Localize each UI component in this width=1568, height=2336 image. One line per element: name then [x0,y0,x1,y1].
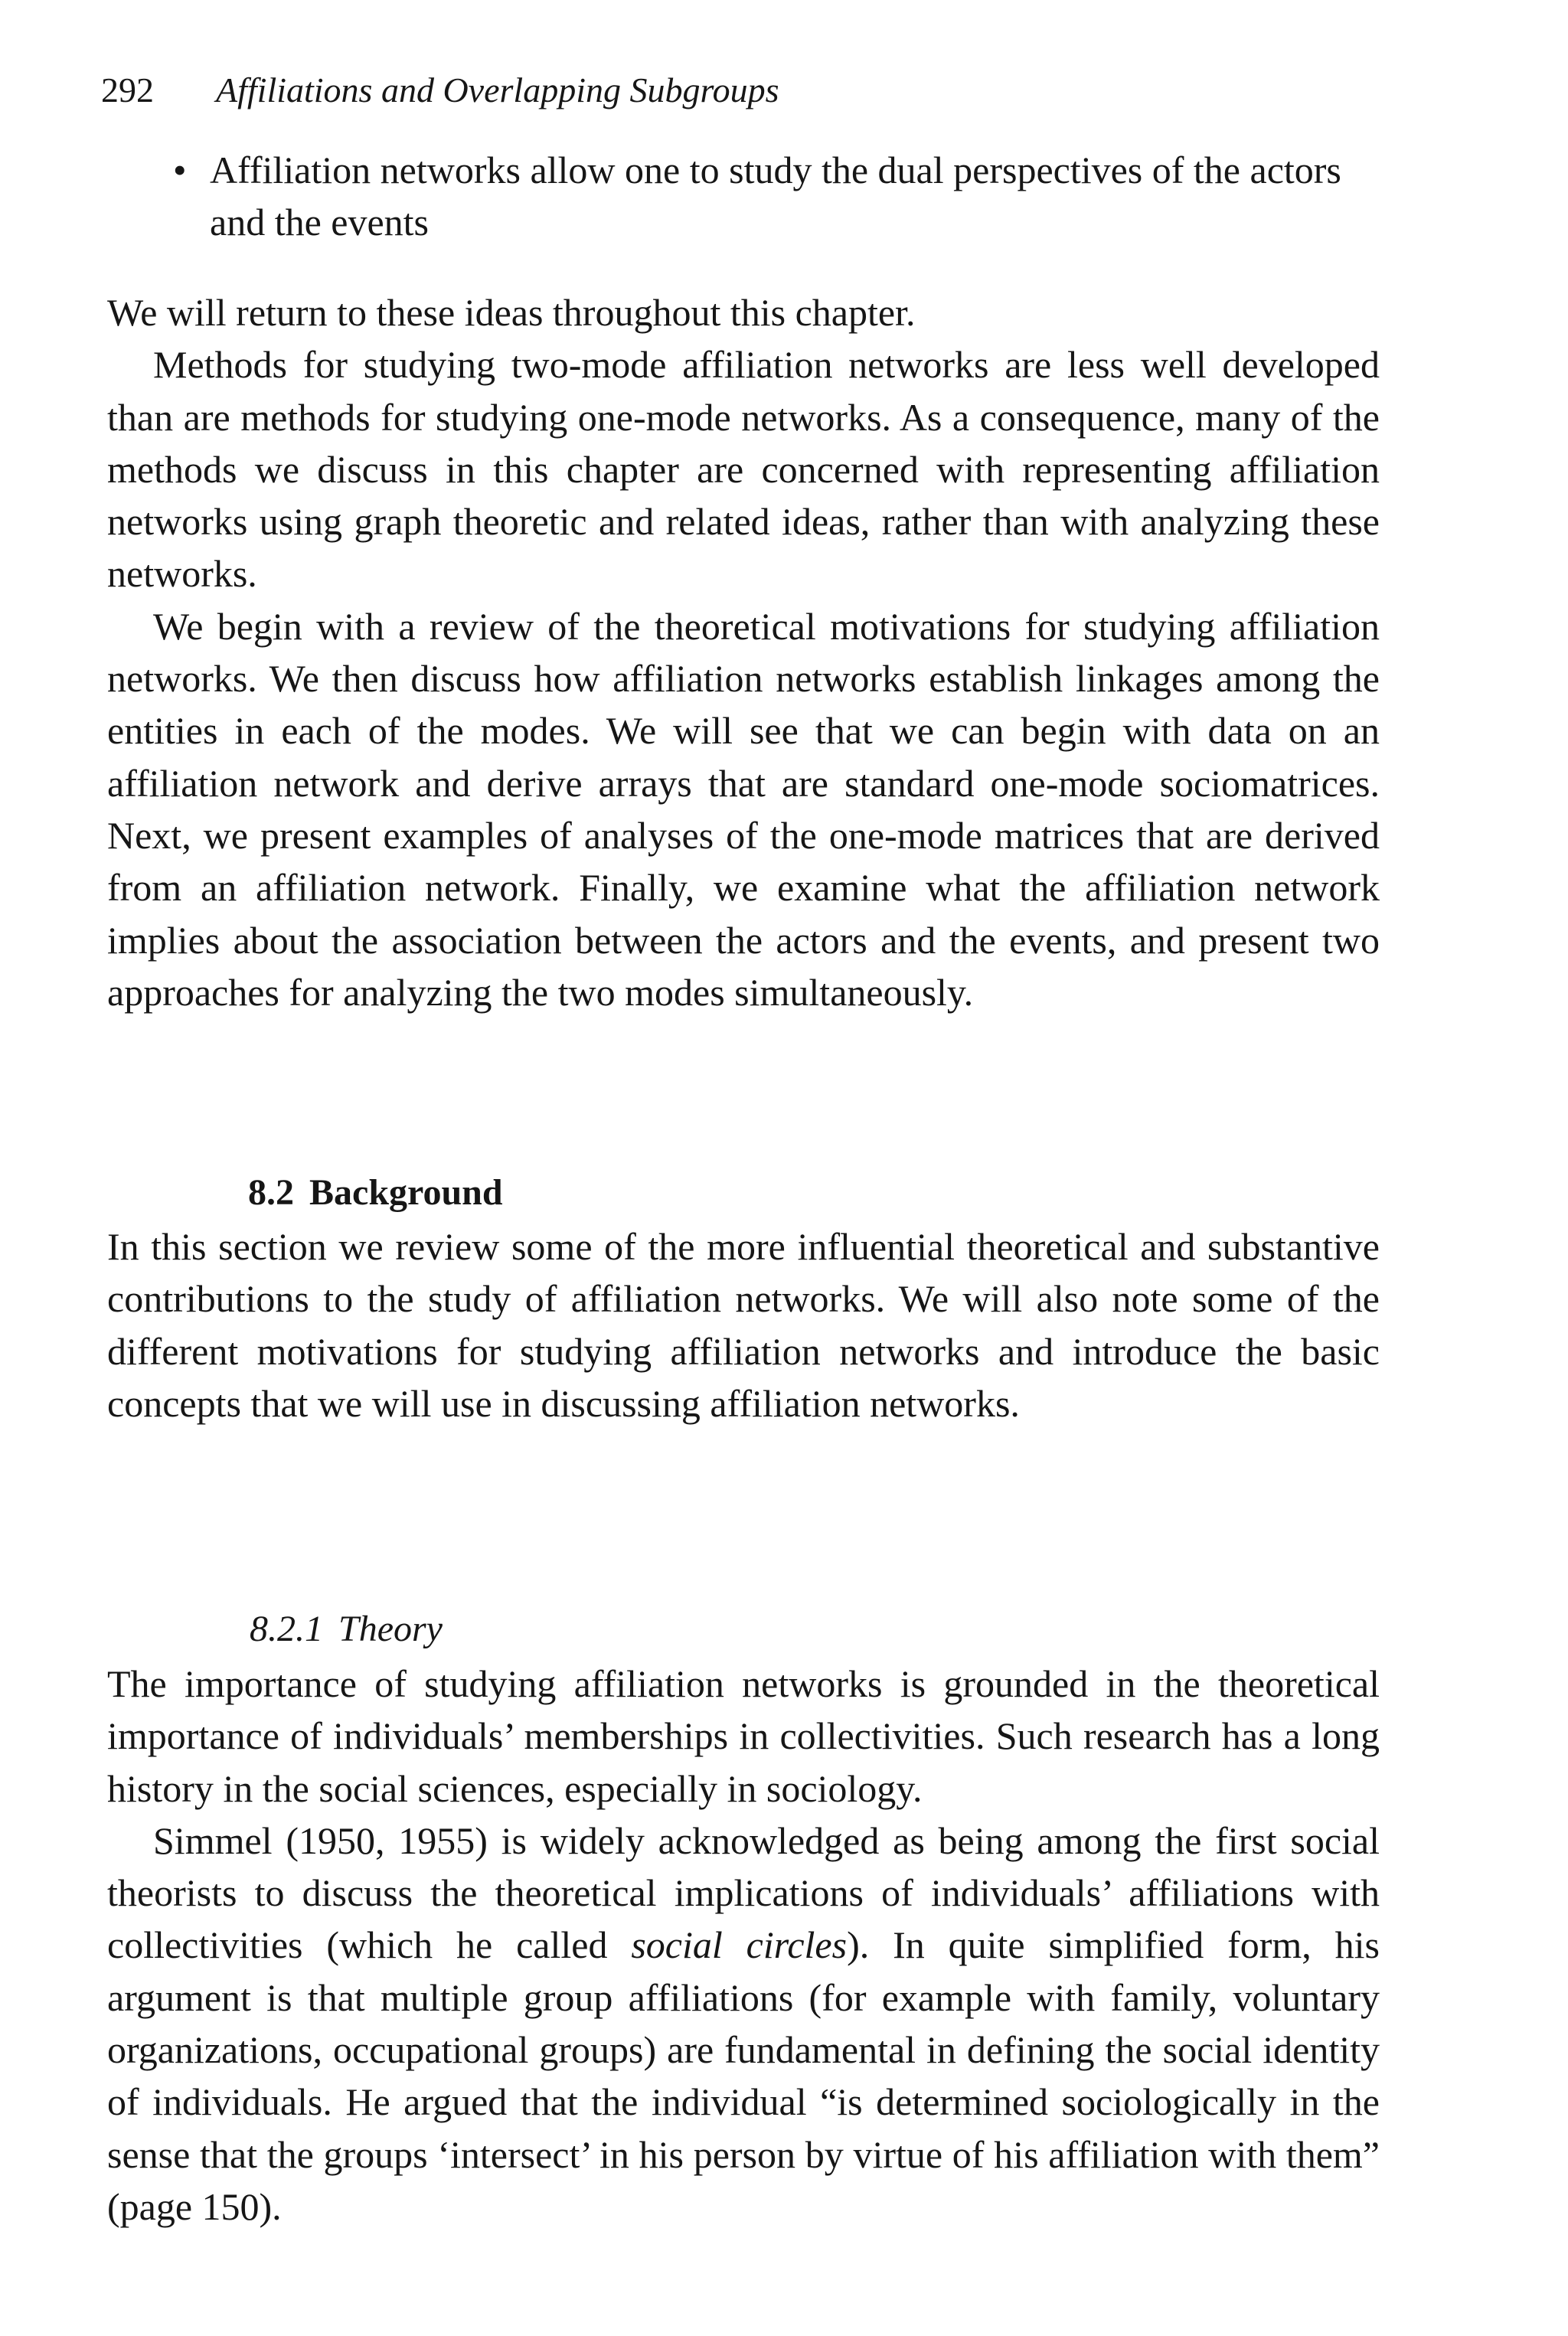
page-header [101,67,779,113]
subsection-heading [250,1605,443,1654]
section-title: Background [309,1172,503,1213]
subsection-text [107,1658,1380,2233]
emphasized-term: social circles [631,1923,848,1967]
paragraph: We begin with a review of the theoretical motivations for studying affiliation networks. We then discuss how affiliation networks establish linkages among the entities in each of the modes. We will see that we can begin with data on an affiliation network and derive arrays that are standard one-mode sociomatrices. Next, we present examples of analyses of the one-mode matrices that are derived from an affiliation network. Finally, we examine what the affiliation network implies about the association between the actors and the events, and present two approaches for analyzing the two modes simultaneously. [107,604,1380,1014]
section-text [107,1220,1380,1429]
section-number: 8.2 [248,1172,294,1213]
intro-text [107,286,1380,1018]
page-number: 292 [101,70,154,109]
text-run: Simmel (1950, 1955) is widely acknowledged as being among the first social theorists to discuss the theoretical implications of individuals’ affiliations with collectivities (which he called [107,1818,1380,1967]
bullet-text: Affiliation networks allow one to study the dual perspectives of the actors and the events [210,149,1341,243]
text-run: ). In quite simplified form, his argument is that multiple group affiliations (for example with family, voluntary organizations, occupational groups) are fundamental in defining the social identity of individuals. He argued that the individual “is determined sociologically in the sense that the groups ‘intersect’ in his person by virtue of his affiliation with them” (page 150). [107,1923,1380,2228]
paragraph: We will return to these ideas throughout this chapter. [107,291,916,334]
subsection-title: Theory [338,1609,443,1649]
bullet-icon: • [173,149,187,191]
paragraph: In this section we review some of the more influential theoretical and substantive contributions to the study of affiliation networks. We will also note some of the different motivations for studying affiliation networks and introduce the basic concepts that we will use in discussing affiliation networks. [107,1225,1380,1425]
paragraph: Methods for studying two-mode affiliation networks are less well developed than are methods for studying one-mode networks. As a consequence, many of the methods we discuss in this chapter are concerned with representing affiliation networks using graph theoretic and related ideas, rather than with analyzing these networks. [107,343,1380,596]
paragraph [107,1815,1380,2233]
paragraph: The importance of studying affiliation networks is grounded in the theoretical importance of individuals’ memberships in collectivities. Such research has a long history in the social sciences, especially in sociology. [107,1662,1380,1810]
running-title: Affiliations and Overlapping Subgroups [216,70,779,109]
bullet-list-item [173,144,1380,248]
section-heading [248,1168,503,1217]
subsection-number: 8.2.1 [250,1609,323,1649]
